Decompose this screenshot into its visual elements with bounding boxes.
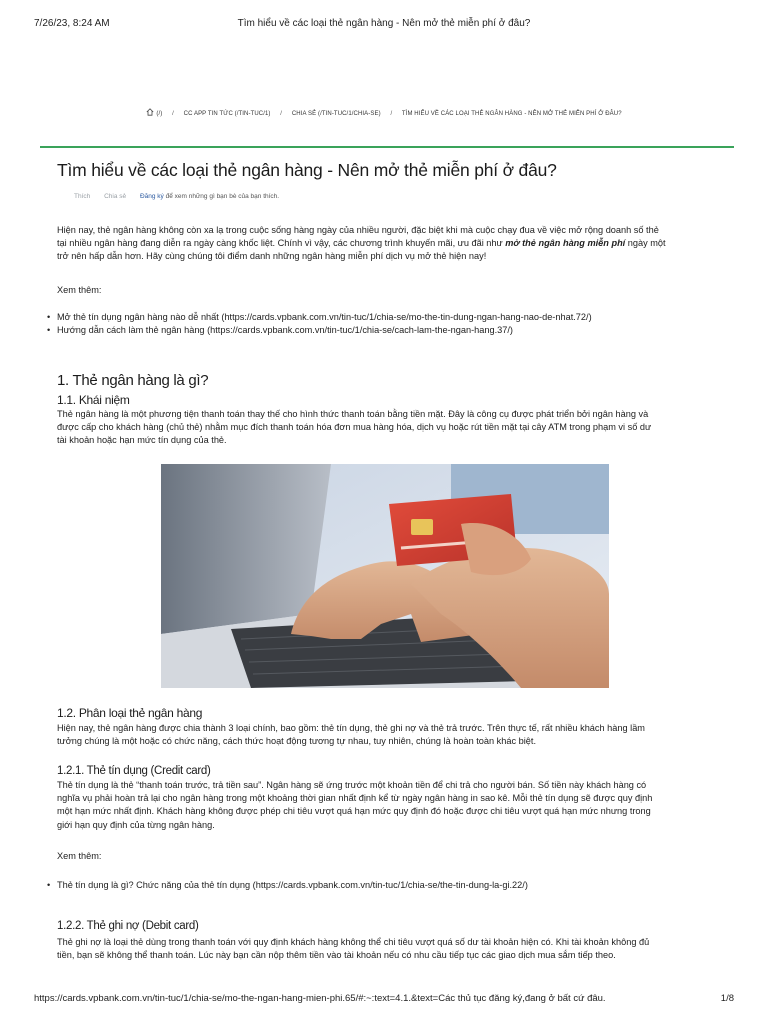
paragraph-line: Thẻ ghi nợ là loại thẻ dùng trong thanh toán với quy định khách hàng không thể chi tiêu vượt quá số dư tài khoản hiện có. Khi tài khoản không đủ <box>57 937 650 947</box>
article-title: Tìm hiểu về các loại thẻ ngân hàng - Nên mở thẻ miễn phí ở đâu? <box>57 160 557 180</box>
breadcrumb <box>0 108 768 117</box>
paragraph-line: Thẻ ngân hàng là một phương tiện thanh toán thay thế cho hình thức thanh toán bằng tiền mặt. Đây là công cụ được phát triển bởi ngân hàng và <box>57 409 649 419</box>
debit-card-paragraph <box>57 936 714 962</box>
print-doc-title: Tìm hiểu về các loại thẻ ngân hàng - Nên mở thẻ miễn phí ở đâu? <box>237 18 531 29</box>
breadcrumb-home[interactable]: (/) <box>156 111 163 117</box>
bullet: • <box>47 880 51 890</box>
intro-text: ngày một <box>625 238 666 249</box>
breadcrumb-separator: / <box>172 111 174 117</box>
subsection-heading: 1.2. Phân loại thẻ ngân hàng <box>57 706 203 720</box>
print-header <box>34 18 734 32</box>
paragraph-line: tưởng chúng là một hoặc có chức năng, cách thức hoạt động tương tự nhau, tuy nhiên, chúng là hoàn toàn khác biệt. <box>57 736 537 747</box>
classification-paragraph <box>57 722 714 748</box>
paragraph-line: một hạn mức nhất định. Khách hàng không được phép chi tiêu vượt quá hạn mức quy định đó hoặc được chi tiêu vượt quá hạn mức nhưng trong <box>57 806 651 817</box>
breadcrumb-news[interactable]: CC APP TIN TỨC (/TIN-TUC/1) <box>183 111 271 117</box>
see-also-list <box>47 311 717 337</box>
paragraph-line: giới hạn quy định của từng ngân hàng. <box>57 819 215 830</box>
free-card-link[interactable]: mở thẻ ngân hàng miễn phí <box>505 238 626 249</box>
see-also-link[interactable]: Thẻ tín dụng là gì? Chức năng của thẻ tín dụng (https://cards.vpbank.com.vn/tin-tuc/1/chia-se/the-tin-dung-la-gi.22/) <box>57 880 528 890</box>
list-item[interactable] <box>47 311 717 324</box>
paragraph-line: Hiện nay, thẻ ngân hàng được chia thành 3 loại chính, bao gồm: thẻ tín dụng, thẻ ghi nợ và thẻ trả trước. Trên thực tế, rất nhiều khách hàng lầm <box>57 723 645 733</box>
paragraph-line: tiền, bạn sẽ không thể thanh toán. Lúc này bạn cần nộp thêm tiền vào tài khoản nếu có nhu cầu tiếp tục các giao dịch mua sắm tiếp theo. <box>57 950 616 961</box>
paragraph-line: được cấp cho khách hàng (chủ thẻ) nhằm mục đích thanh toán hóa đơn mua hàng hóa, dịch vụ hoặc rút tiền mặt tại cây ATM trong phạm vi số dư <box>57 422 652 433</box>
see-also-link[interactable]: Hướng dẫn cách làm thẻ ngân hàng (https://cards.vpbank.com.vn/tin-tuc/1/chia-se/cach-lam-the-ngan-hang.37/) <box>57 325 513 336</box>
subsection-heading: 1.2.1. Thẻ tín dụng (Credit card) <box>57 765 211 777</box>
see-also-list <box>47 879 717 892</box>
bullet: • <box>47 325 51 336</box>
social-bar <box>74 193 279 200</box>
intro-line <box>57 237 714 250</box>
list-item[interactable] <box>47 879 717 892</box>
see-also-label: Xem thêm: <box>57 285 102 295</box>
see-also-link[interactable]: Mở thẻ tín dụng ngân hàng nào dễ nhất (https://cards.vpbank.com.vn/tin-tuc/1/chia-se/mo-the-tin-dung-ngan-hang-nao-de-nhat.72/) <box>57 312 592 322</box>
section-heading: 1. Thẻ ngân hàng là gì? <box>57 372 209 389</box>
print-url: https://cards.vpbank.com.vn/tin-tuc/1/chia-se/mo-the-ngan-hang-mien-phi.65/#:~:text=4.1.&text=Các thủ tục đăng ký,đang ở bất cứ đâu. <box>34 993 606 1004</box>
share-button[interactable]: Chia sẻ <box>104 193 127 200</box>
paragraph-line: tài khoản hoặc hạn mức tín dụng của thẻ. <box>57 435 227 446</box>
page-number: 1/8 <box>720 993 734 1004</box>
breadcrumb-share[interactable]: CHIA SẺ (/TIN-TUC/1/CHIA-SE) <box>291 111 381 117</box>
credit-card-paragraph <box>57 779 714 832</box>
definition-paragraph <box>57 408 714 448</box>
paragraph-line: nghĩa vụ phải hoàn trả lại cho ngân hàng trong một khoảng thời gian nhất định kể từ ngày ngân hàng in sao kê. Mỗi thẻ tín dụng sẽ được quy định <box>57 793 653 804</box>
print-datetime: 7/26/23, 8:24 AM <box>34 18 110 29</box>
like-button[interactable]: Thích <box>74 193 91 200</box>
breadcrumb-separator: / <box>280 111 283 117</box>
laptop-credit-card-photo <box>161 464 609 688</box>
title-divider <box>40 146 734 148</box>
intro-line: trở nên hấp dẫn hơn. Hãy cùng chúng tôi điểm danh những ngân hàng miễn phí dịch vụ mở thẻ hiện nay! <box>57 251 487 262</box>
list-item[interactable] <box>47 324 717 337</box>
signup-link[interactable]: Đăng ký <box>139 193 164 200</box>
bullet: • <box>47 312 51 322</box>
intro-paragraph <box>57 224 714 264</box>
signup-suffix: để xem những gì bạn bè của bạn thích. <box>163 193 280 200</box>
subsection-heading: 1.1. Khái niệm <box>57 393 130 407</box>
subsection-heading: 1.2.2. Thẻ ghi nợ (Debit card) <box>57 920 199 932</box>
see-also-label: Xem thêm: <box>57 851 102 861</box>
breadcrumb-current: TÌM HIỂU VỀ CÁC LOẠI THẺ NGÂN HÀNG - NÊN MỞ THẺ MIỄN PHÍ Ở ĐÂU? <box>401 111 622 117</box>
paragraph-line: Thẻ tín dụng là thẻ “thanh toán trước, trả tiền sau”. Ngân hàng sẽ ứng trước một khoản tiền để chi trả cho người bán. Số tiền này khách hàng có <box>57 780 647 790</box>
breadcrumb-separator: / <box>390 111 393 117</box>
intro-text: tại nhiều ngân hàng đang diễn ra ngày càng khốc liệt. Chính vì vậy, các chương trình khuyến mãi, ưu đãi như <box>57 238 506 249</box>
intro-line: Hiện nay, thẻ ngân hàng không còn xa lạ trong cuộc sống hàng ngày của nhiều người, đặc biệt khi mà cuộc chạy đua về việc mở rộng doanh số thẻ <box>57 225 659 235</box>
home-icon[interactable] <box>146 108 154 116</box>
